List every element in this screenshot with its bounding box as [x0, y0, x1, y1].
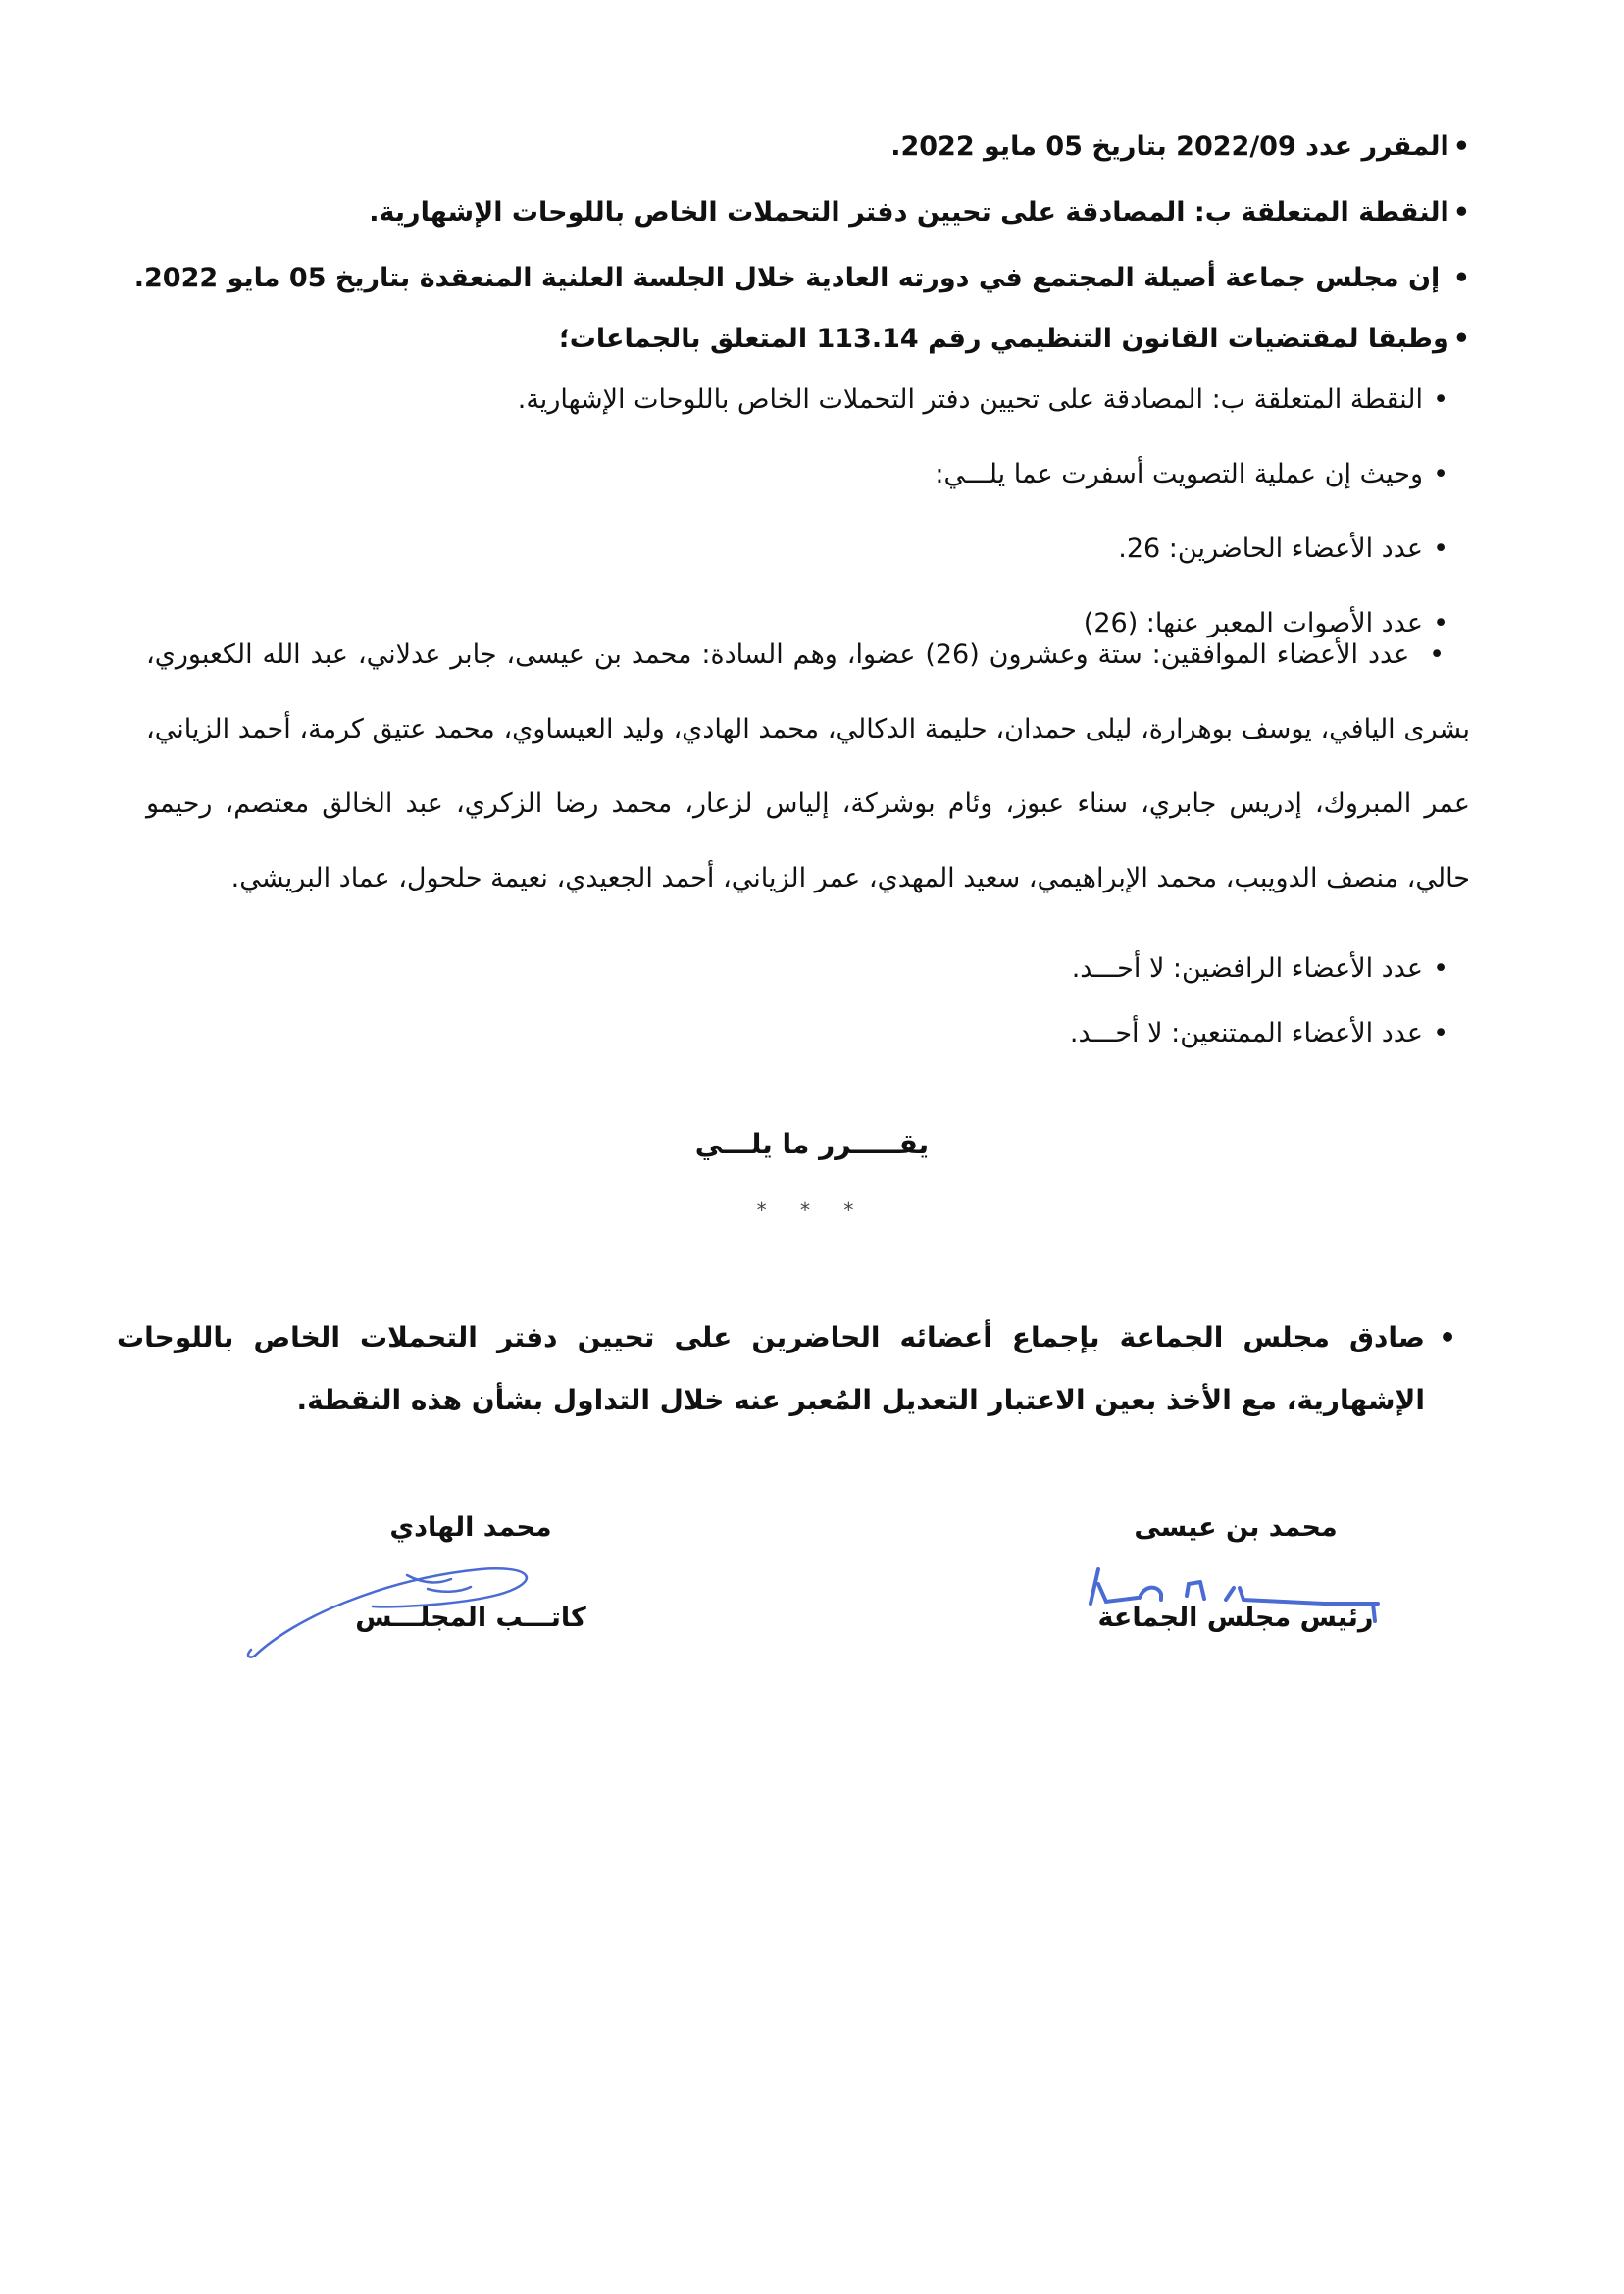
decision-number-text: المقرر عدد 2022/09 بتاريخ 05 مايو 2022. — [890, 131, 1449, 162]
bullet: • — [1452, 197, 1470, 228]
president-name: محمد بن عيسى — [1134, 1512, 1338, 1543]
legal-basis-line — [147, 318, 1470, 361]
bullet: • — [1433, 608, 1448, 638]
legal-basis-text: وطبقا لمقتضيات القانون التنظيمي رقم 113.14 المتعلق بالجماعات؛ — [558, 324, 1449, 354]
decision-heading: يقـــــرر ما يلـــي — [694, 1128, 930, 1160]
bullet: • — [1433, 534, 1448, 564]
president-signature-drawing — [1079, 1525, 1393, 1623]
agenda-point-line — [147, 191, 1470, 234]
bullet: • — [1433, 1018, 1448, 1048]
separator-stars: * * * — [756, 1198, 868, 1222]
secretary-name: محمد الهادي — [389, 1512, 552, 1543]
votes-cast-text: عدد الأصوات المعبر عنها: (26) — [1083, 608, 1423, 638]
council-session-text: إن مجلس جماعة أصيلة المجتمع في دورته العادية خلال الجلسة العلنية المنعقدة بتاريخ 05 مايو 2022. — [133, 263, 1441, 293]
president-title: رئيس مجلس الجماعة — [1097, 1603, 1374, 1633]
voting-details-list — [136, 363, 1470, 661]
list-item-point — [136, 363, 1470, 437]
approving-members-paragraph — [146, 618, 1470, 916]
list-item-vote-intro — [136, 437, 1470, 512]
decision-number-line — [147, 126, 1470, 169]
list-item-rejecting — [136, 937, 1470, 1001]
bullet: • — [1429, 639, 1445, 670]
bullet: • — [1439, 1321, 1456, 1353]
resolution-text: صادق مجلس الجماعة بإجماع أعضائه الحاضرين على تحيين دفتر التحملات الخاص باللوحات الإشهارية، مع الأخذ بعين الاعتبار التعديل المُعبر عنه خلال التداول بشأن هذه النقطة. — [117, 1321, 1425, 1416]
bullet: • — [1452, 324, 1470, 354]
resolution-paragraph — [117, 1306, 1470, 1432]
bullet: • — [1433, 384, 1448, 415]
bullet: • — [1433, 953, 1448, 984]
list-item-abstaining — [136, 1001, 1470, 1066]
abstaining-text: عدد الأعضاء الممتنعين: لا أحـــد. — [1069, 1018, 1423, 1048]
agenda-point-text: النقطة المتعلقة ب: المصادقة على تحيين دفتر التحملات الخاص باللوحات الإشهارية. — [369, 197, 1449, 228]
secretary-title: كاتـــب المجلـــس — [355, 1603, 586, 1633]
bullet: • — [1452, 131, 1470, 162]
council-session-line — [133, 257, 1470, 300]
present-count-text: عدد الأعضاء الحاضرين: 26. — [1118, 534, 1423, 564]
approving-members-text: عدد الأعضاء الموافقين: ستة وعشرون (26) عضوا، وهم السادة: محمد بن عيسى، جابر عدلاني، عبد الله الكعبوري، بشرى اليافي، يوسف بوهرارة، ليلى حمدان، حليمة الدكالي، محمد الهادي، وليد العيساوي، محمد عتيق كرمة، أحمد الزياني، عمر المبروك، إدريس جابري، سناء عبوز، وئام بوشركة، إلياس لزعار، محمد رضا الزكري، عبد الخالق معتصم، رحيمو حالي، منصف الدويبب، محمد الإبراهيمي، سعيد المهدي، عمر الزياني، أحمد الجعيدي، نعيمة حلحول، عماد البريشي. — [146, 639, 1470, 893]
voting-results-list — [136, 937, 1470, 1066]
rejecting-text: عدد الأعضاء الرافضين: لا أحـــد. — [1071, 953, 1423, 984]
point-text: النقطة المتعلقة ب: المصادقة على تحيين دفتر التحملات الخاص باللوحات الإشهارية. — [517, 384, 1423, 415]
secretary-signature-drawing — [235, 1550, 549, 1667]
bullet: • — [1452, 263, 1470, 293]
list-item-present — [136, 512, 1470, 586]
bullet: • — [1433, 459, 1448, 489]
vote-intro-text: وحيث إن عملية التصويت أسفرت عما يلـــي: — [935, 459, 1423, 489]
